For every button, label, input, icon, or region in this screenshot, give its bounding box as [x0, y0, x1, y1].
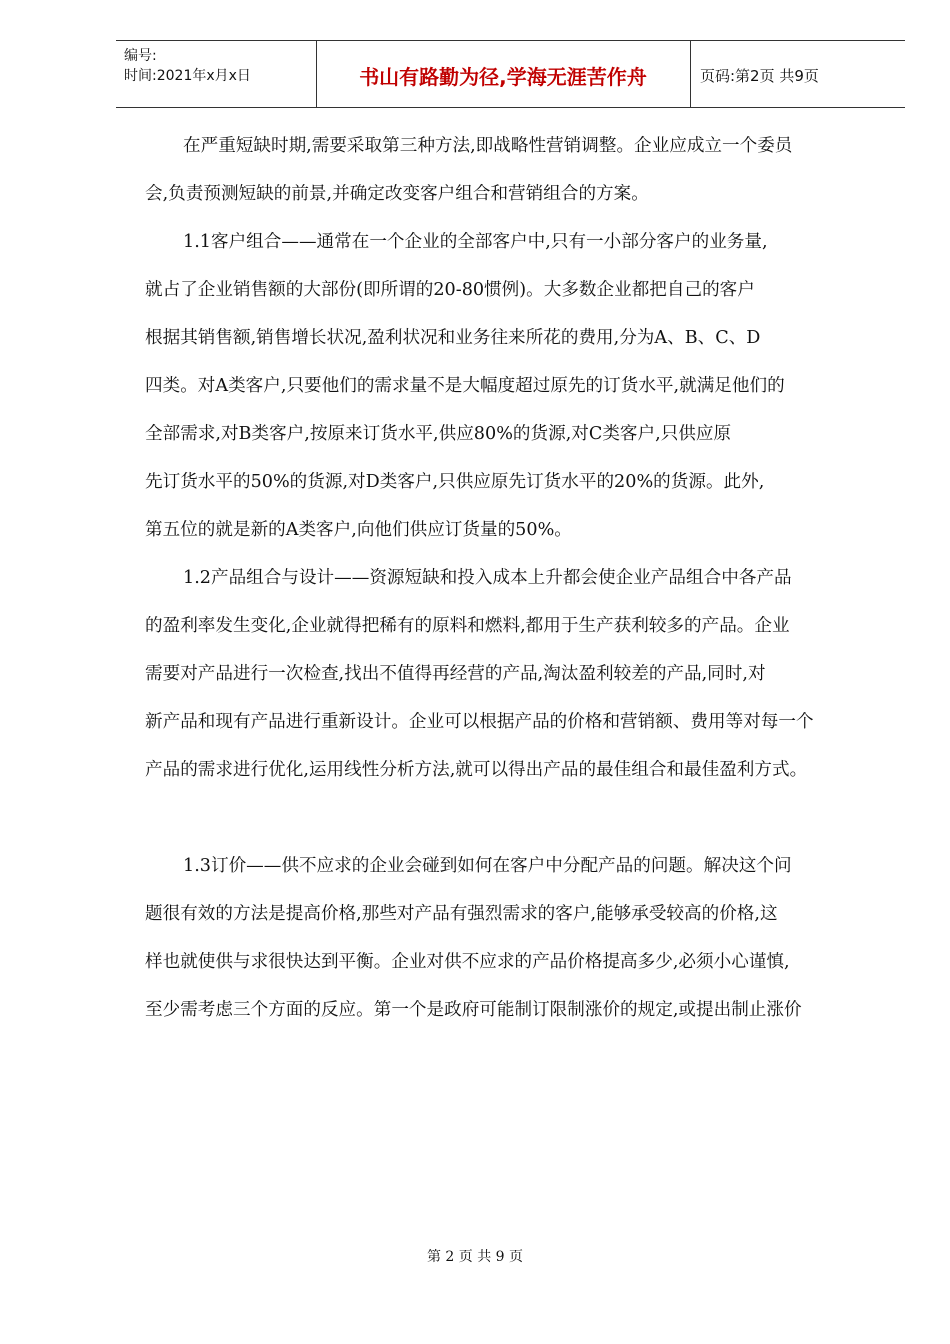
body-line: 就占了企业销售额的大部份(即所谓的20-80惯例)。大多数企业都把自己的客户	[145, 280, 755, 300]
body-line: 样也就使供与求很快达到平衡。企业对供不应求的产品价格提高多少,必须小心谨慎,	[145, 952, 790, 972]
body-line: 需要对产品进行一次检查,找出不值得再经营的产品,淘汰盈利较差的产品,同时,对	[145, 664, 766, 684]
body-line: 产品的需求进行优化,运用线性分析方法,就可以得出产品的最佳组合和最佳盈利方式。	[145, 760, 808, 780]
body-line: 先订货水平的50%的货源,对D类客户,只供应原先订货水平的20%的货源。此外,	[145, 472, 765, 492]
body-line: 题很有效的方法是提高价格,那些对产品有强烈需求的客户,能够承受较高的价格,这	[145, 904, 778, 924]
body-line: 的盈利率发生变化,企业就得把稀有的原料和燃料,都用于生产获利较多的产品。企业	[145, 616, 790, 636]
body-line: 1.1客户组合——通常在一个企业的全部客户中,只有一小部分客户的业务量,	[183, 232, 768, 252]
body-line: 在严重短缺时期,需要采取第三种方法,即战略性营销调整。企业应成立一个委员	[183, 136, 793, 156]
page-footer: 第 2 页 共 9 页	[426, 1249, 524, 1265]
document-header	[116, 40, 905, 108]
header-page-number: 页码:第2页 共9页	[700, 67, 819, 85]
body-line: 根据其销售额,销售增长状况,盈利状况和业务往来所花的费用,分为A、B、C、D	[145, 328, 761, 348]
body-line: 第五位的就是新的A类客户,向他们供应订货量的50%。	[145, 520, 572, 540]
body-line: 至少需考虑三个方面的反应。第一个是政府可能制订限制涨价的规定,或提出制止涨价	[145, 1000, 802, 1020]
time-label: 时间:2021年x月x日	[124, 68, 251, 84]
body-line: 1.2产品组合与设计——资源短缺和投入成本上升都会使企业产品组合中各产品	[183, 568, 792, 588]
body-line: 会,负责预测短缺的前景,并确定改变客户组合和营销组合的方案。	[145, 184, 649, 204]
body-line: 1.3订价——供不应求的企业会碰到如何在客户中分配产品的问题。解决这个问	[183, 856, 792, 876]
header-motto: 书山有路勤为径,学海无涯苦作舟	[359, 65, 647, 89]
number-label: 编号:	[124, 48, 157, 64]
header-meta-cell	[116, 41, 317, 107]
body-line: 全部需求,对B类客户,按原来订货水平,供应80%的货源,对C类客户,只供应原	[145, 424, 732, 444]
body-line: 四类。对A类客户,只要他们的需求量不是大幅度超过原先的订货水平,就满足他们的	[145, 376, 785, 396]
header-page-cell	[690, 41, 905, 107]
body-line: 新产品和现有产品进行重新设计。企业可以根据产品的价格和营销额、费用等对每一个	[145, 712, 814, 732]
document-body	[145, 133, 875, 1045]
header-motto-cell	[316, 41, 691, 107]
